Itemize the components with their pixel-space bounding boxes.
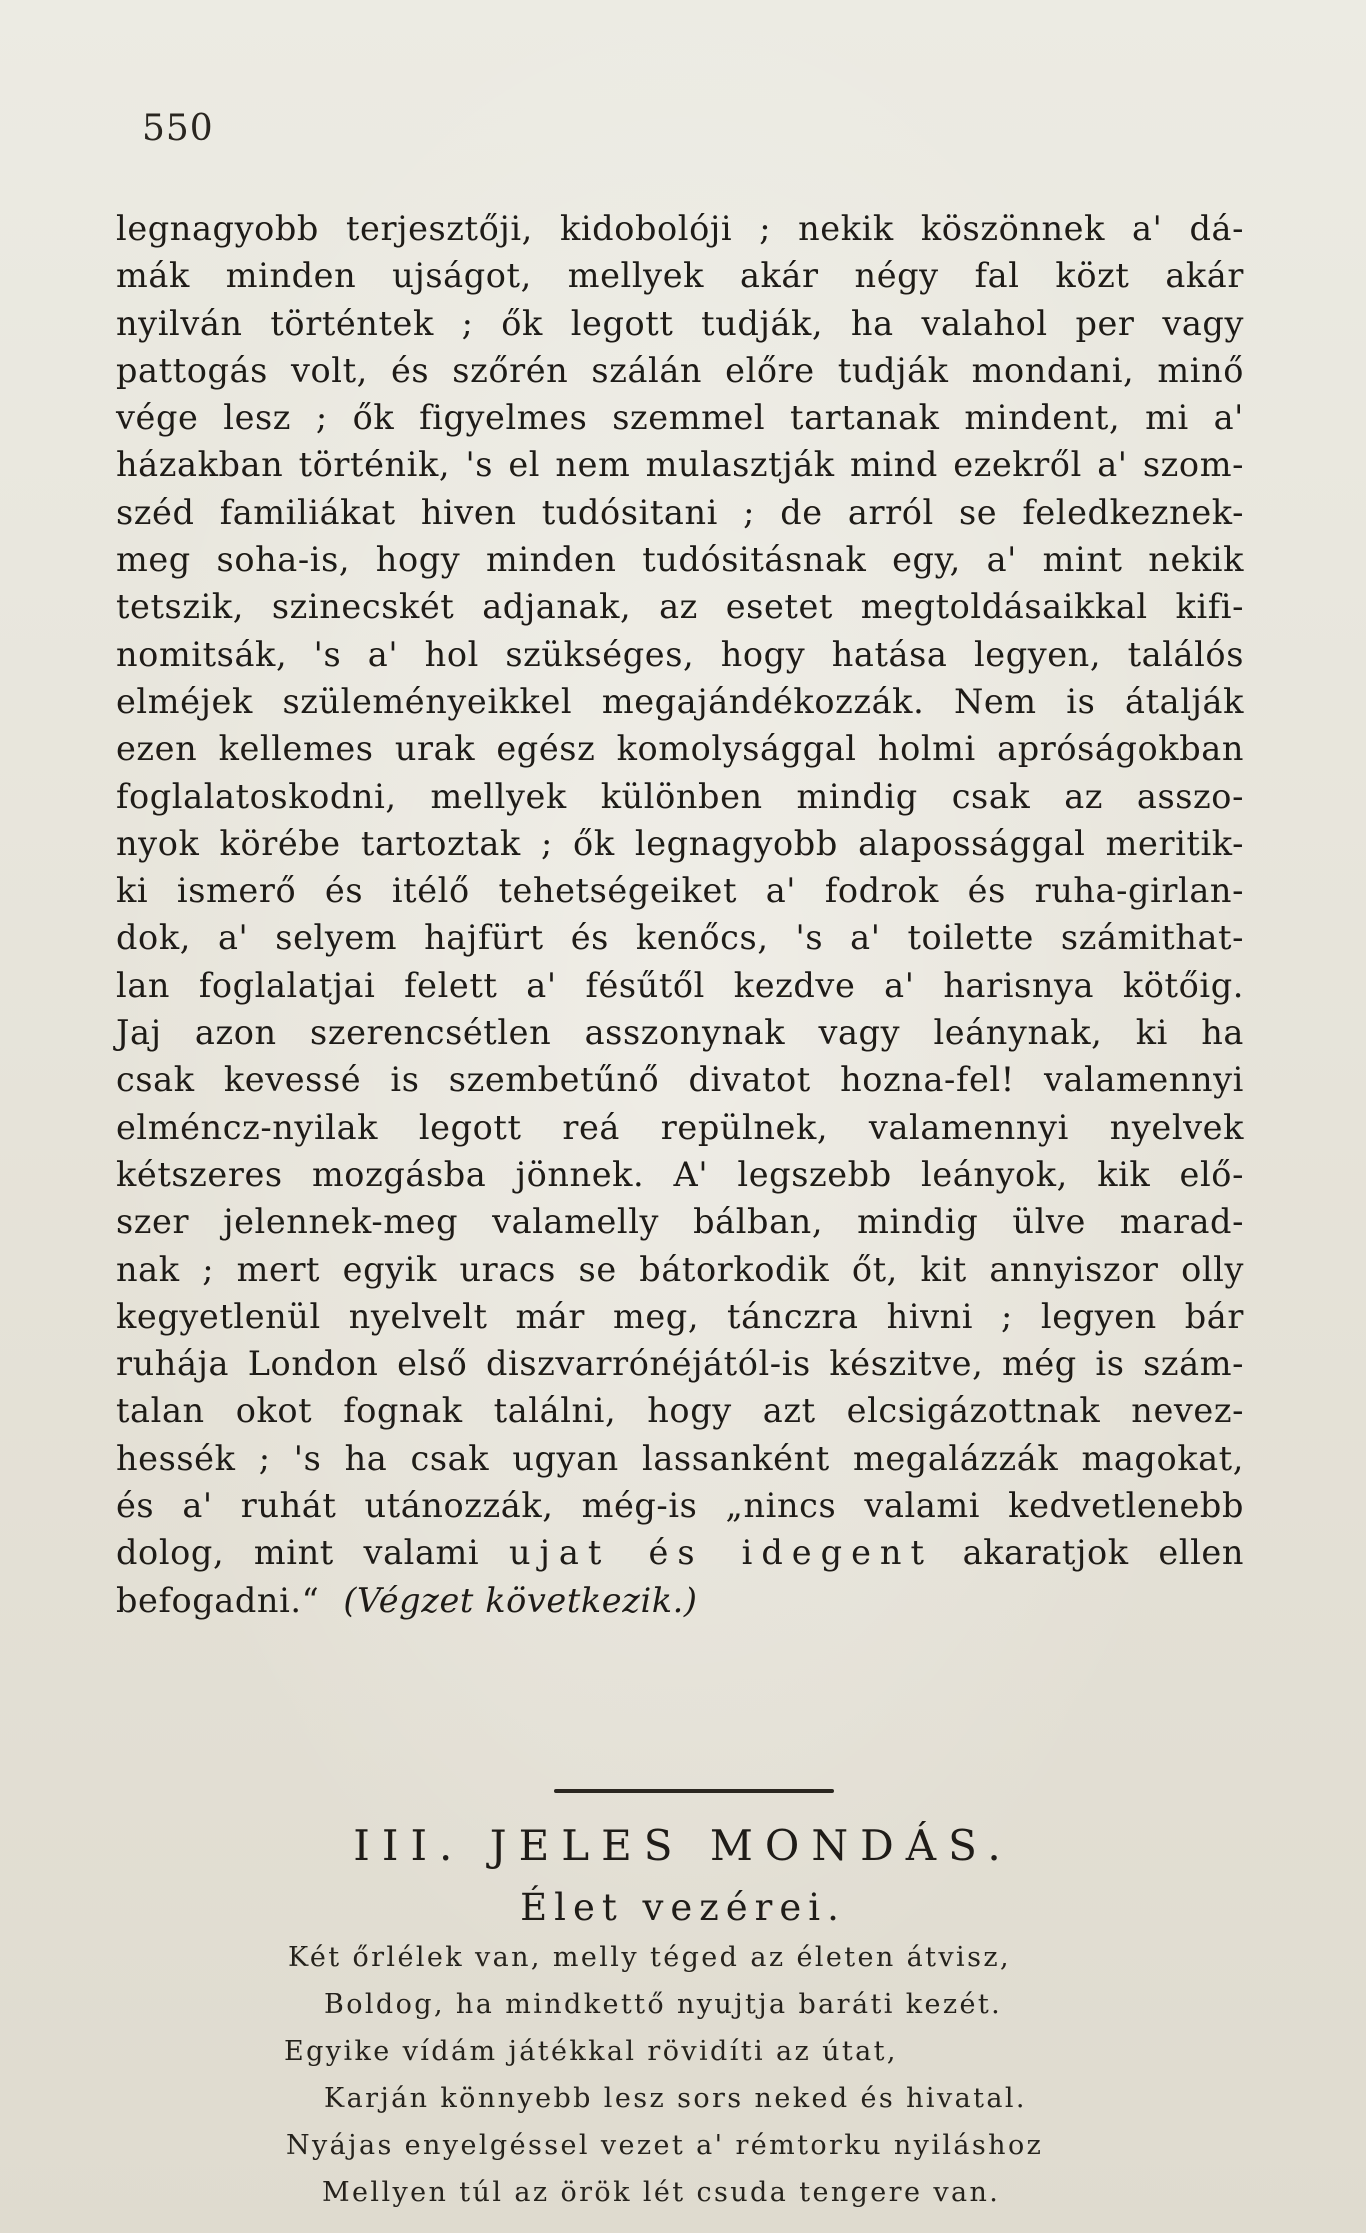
section-divider [554,1789,834,1793]
text-line: és a' ruhát utánozzák, még-is „nincs valami kedvetlenebb [116,1486,1244,1526]
text-line: ki ismerő és itélő tehetségeiket a' fodrok és ruha-girlan- [116,871,1244,911]
text-segment: dolog, mint valami [116,1533,480,1573]
text-line: nyok körébe tartoztak ; ők legnagyobb alapossággal meritik- [116,823,1244,863]
text-line: nyilván történtek ; ők legott tudják, ha valahol per vagy [116,303,1244,343]
text-line: Jaj azon szerencsétlen asszonynak vagy leánynak, ki ha [116,1013,1244,1053]
spaced-emphasis: ujat és idegent [508,1533,933,1573]
poem-line: Mellyen túl az örök lét csuda tengere van. [322,2177,1001,2208]
text-line: dok, a' selyem hajfürt és kenőcs, 's a' toilette számithat- [116,918,1244,958]
text-line: ezen kellemes urak egész komolysággal holmi apróságokban [116,729,1244,769]
text-line: mák minden ujságot, mellyek akár négy fal közt akár [116,256,1244,296]
poem-line: Egyike vídám játékkal rövidíti az útat, [284,2036,898,2067]
text-line: pattogás volt, és szőrén szálán előre tudják mondani, minő [116,350,1244,390]
section-title: III. JELES MONDÁS. [353,1821,1013,1870]
text-line: foglalatoskodni, mellyek különben mindig csak az asszo- [116,776,1244,816]
text-line: hessék ; 's ha csak ugyan lassanként megalázzák magokat, [116,1438,1244,1478]
text-line: talan okot fognak találni, hogy azt elcsigázottnak nevez- [116,1391,1244,1431]
text-line: szer jelennek-meg valamelly bálban, mindig ülve marad- [116,1202,1244,1242]
text-line: kegyetlenül nyelvelt már meg, tánczra hivni ; legyen bár [116,1296,1244,1336]
poem-line: Karján könnyebb lesz sors neked és hivatal. [324,2083,1027,2114]
poem-line: Boldog, ha mindkettő nyujtja baráti kezét. [324,1989,1003,2020]
text-line-last [116,1577,1244,1624]
text-line: széd familiákat hiven tudósitani ; de arról se feledkeznek- [116,492,1244,532]
text-line: lan foglalatjai felett a' fésűtől kezdve a' harisnya kötőig. [116,965,1244,1005]
text-line: házakban történik, 's el nem mulasztják mind ezekről a' szom- [116,445,1244,485]
text-line: legnagyobb terjesztőji, kidobolóji ; nekik köszönnek a' dá- [116,209,1244,248]
body-text [116,205,1244,1624]
text-line: elméjek szüleményeikkel megajándékozzák. Nem is átalják [116,681,1244,721]
continued-note: (Végzet következik.) [343,1580,698,1620]
text-line: meg soha-is, hogy minden tudósitásnak egy, a' mint nekik [116,540,1244,580]
text-line: nak ; mert egyik uracs se bátorkodik őt, kit annyiszor olly [116,1249,1244,1289]
page-number: 550 [142,108,214,149]
section-subtitle: Élet vezérei. [520,1886,846,1929]
text-line: nomitsák, 's a' hol szükséges, hogy hatása legyen, találós [116,634,1244,674]
text-line: kétszeres mozgásba jönnek. A' legszebb leányok, kik elő- [116,1154,1244,1194]
text-segment: befogadni.“ [116,1580,320,1620]
poem-line: Nyájas enyelgéssel vezet a' rémtorku nyiláshoz [286,2130,1044,2161]
poem-line: Két őrlélek van, melly téged az életen átvisz, [288,1942,1011,1973]
text-line: ruhája London első diszvarrónéjától-is készitve, még is szám- [116,1344,1244,1384]
text-line [116,1529,1244,1576]
text-segment: akaratjok ellen [962,1533,1245,1573]
text-line: tetszik, szinecskét adjanak, az esetet megtoldásaikkal kifi- [116,587,1244,627]
text-line: elméncz-nyilak legott reá repülnek, valamennyi nyelvek [116,1107,1244,1147]
text-line: vége lesz ; ők figyelmes szemmel tartanak mindent, mi a' [116,398,1244,438]
text-line: csak kevessé is szembetűnő divatot hozna-fel! valamennyi [116,1060,1244,1100]
